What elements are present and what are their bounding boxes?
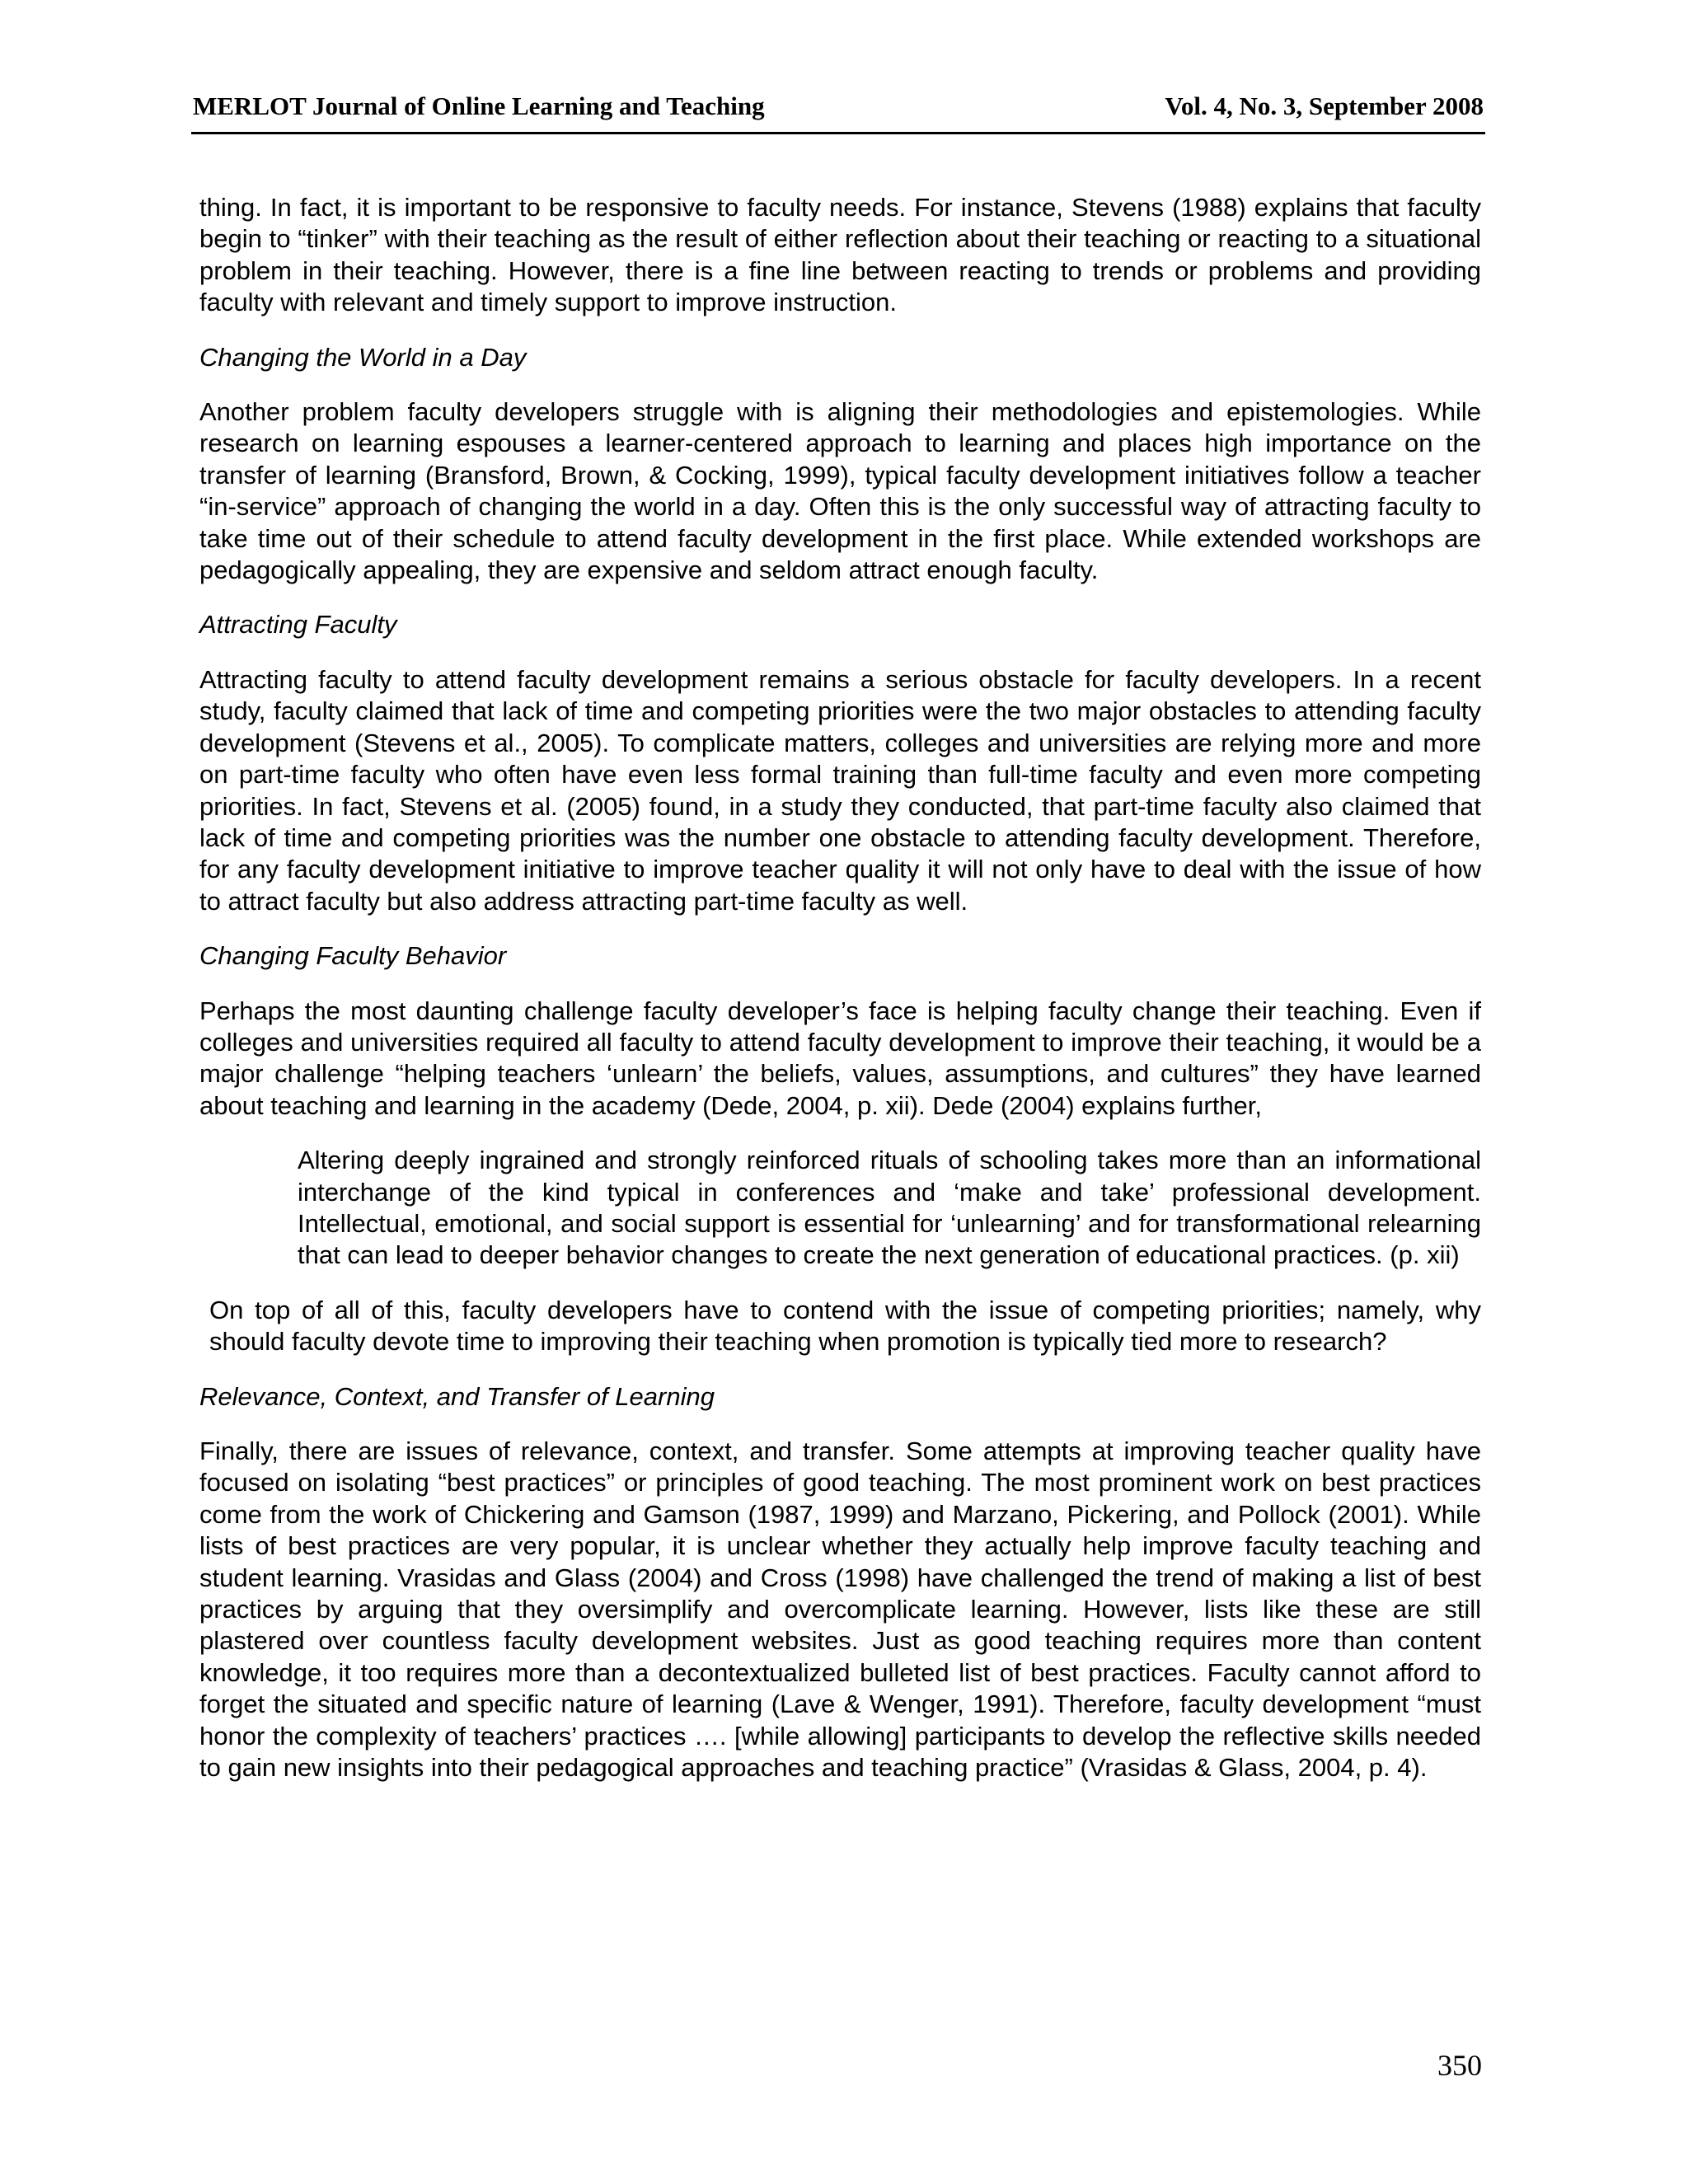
section-heading-attracting-faculty: Attracting Faculty xyxy=(199,610,397,640)
article-body xyxy=(199,192,1481,1807)
intro-paragraph: thing. In fact, it is important to be responsive to faculty needs. For instance, Stevens (1988) explains that faculty begin to “tinker” with their teaching as the result of either reflection about their teaching or reacting to a situational problem in their teaching. However, there is a fine line between reacting to trends or problems and providing faculty with relevant and timely support to improve instruction. xyxy=(199,193,1481,317)
page-number: 350 xyxy=(1437,2049,1482,2082)
post-quote-paragraph: On top of all of this, faculty developers have to contend with the issue of competing priorities; namely, why should faculty devote time to improving their teaching when promotion is typically tied more to research? xyxy=(209,1295,1481,1357)
section-paragraph-changing-behavior: Perhaps the most daunting challenge faculty developer’s face is helping faculty change their teaching. Even if colleges and universities required all faculty to attend faculty development to improve their teaching, it would be a major challenge “helping teachers ‘unlearn’ the beliefs, values, assumptions, and cultures” they have learned about teaching and learning in the academy (Dede, 2004, p. xii). Dede (2004) explains further, xyxy=(199,996,1481,1120)
section-heading-relevance: Relevance, Context, and Transfer of Learning xyxy=(199,1381,715,1411)
volume-issue-info: Vol. 4, No. 3, September 2008 xyxy=(1165,91,1484,120)
section-paragraph-changing-world: Another problem faculty developers struggle with is aligning their methodologies and epistemologies. While research on learning espouses a learner-centered approach to learning and places high importance on the transfer of learning (Bransford, Brown, & Cocking, 1999), typical faculty development initiatives follow a teacher “in-service” approach of changing the world in a day. Often this is the only successful way of attracting faculty to take time out of their schedule to attend faculty development in the first place. While extended workshops are pedagogically appealing, they are expensive and seldom attract enough faculty. xyxy=(199,397,1481,585)
section-heading-changing-behavior: Changing Faculty Behavior xyxy=(199,941,507,971)
running-header xyxy=(191,86,1485,134)
section-heading-changing-world: Changing the World in a Day xyxy=(199,342,527,372)
journal-title: MERLOT Journal of Online Learning and Teaching xyxy=(193,91,765,120)
section-paragraph-relevance: Finally, there are issues of relevance, context, and transfer. Some attempts at improving teacher quality have focused on isolating “best practices” or principles of good teaching. The most prominent work on best practices come from the work of Chickering and Gamson (1987, 1999) and Marzano, Pickering, and Pollock (2001). While lists of best practices are very popular, it is unclear whether they actually help improve faculty teaching and student learning. Vrasidas and Glass (2004) and Cross (1998) have challenged the trend of making a list of best practices by arguing that they oversimplify and overcomplicate learning. However, lists like these are still plastered over countless faculty development websites. Just as good teaching requires more than content knowledge, it too requires more than a decontextualized bulleted list of best practices. Faculty cannot afford to forget the situated and specific nature of learning (Lave & Wenger, 1991). Therefore, faculty development “must honor the complexity of teachers’ practices …. [while allowing] participants to develop the reflective skills needed to gain new insights into their pedagogical approaches and teaching practice” (Vrasidas & Glass, 2004, p. 4). xyxy=(199,1436,1481,1783)
block-quote: Altering deeply ingrained and strongly reinforced rituals of schooling takes more than an informational interchange of the kind typical in conferences and ‘make and take’ professional development. Intellectual, emotional, and social support is essential for ‘unlearning’ and for transformational relearning that can lead to deeper behavior changes to create the next generation of educational practices. (p. xii) xyxy=(298,1146,1481,1270)
section-paragraph-attracting-faculty: Attracting faculty to attend faculty development remains a serious obstacle for faculty developers. In a recent study, faculty claimed that lack of time and competing priorities were the two major obstacles to attending faculty development (Stevens et al., 2005). To complicate matters, colleges and universities are relying more and more on part-time faculty who often have even less formal training than full-time faculty and even more competing priorities. In fact, Stevens et al. (2005) found, in a study they conducted, that part-time faculty also claimed that lack of time and competing priorities was the number one obstacle to attending faculty development. Therefore, for any faculty development initiative to improve teacher quality it will not only have to deal with the issue of how to attract faculty but also address attracting part-time faculty as well. xyxy=(199,664,1481,916)
